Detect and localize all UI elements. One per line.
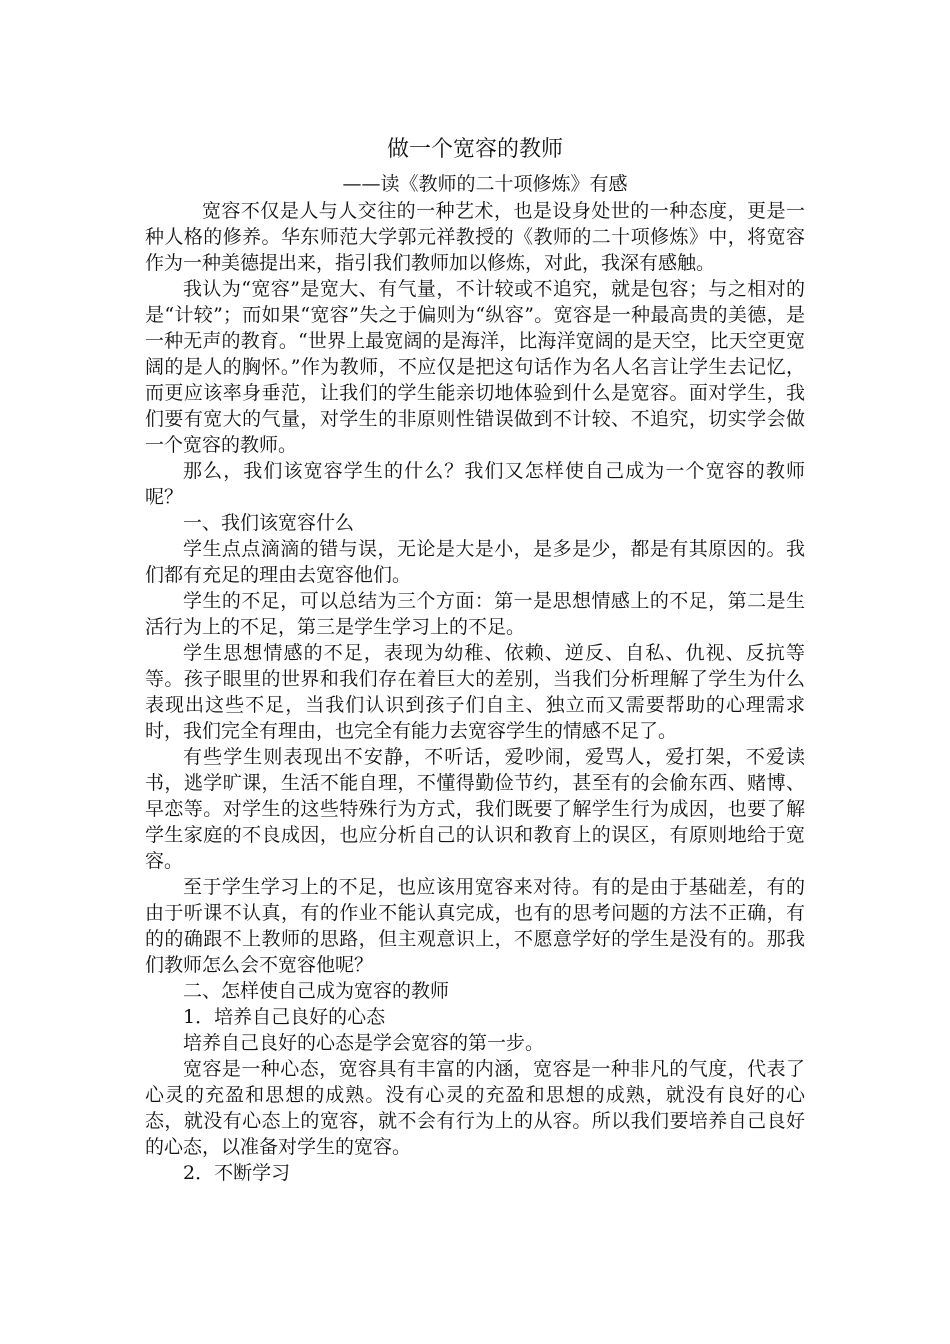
paragraph: 宽容是一种心态，宽容具有丰富的内涵，宽容是一种非凡的气度，代表了心灵的充盈和思想的成熟。没有心灵的充盈和思想的成熟，就没有良好的心态，就没有心态上的宽容，就不会有行为上的从容。所以我们要培养自己良好的心态，以准备对学生的宽容。 [145,1058,805,1158]
paragraph: 培养自己良好的心态是学会宽容的第一步。 [183,1032,545,1054]
paragraph-question: 那么，我们该宽容学生的什么？我们又怎样使自己成为一个宽容的教师呢？ [145,460,805,508]
paragraph: 学生思想情感的不足，表现为幼稚、依赖、逆反、自私、仇视、反抗等等。孩子眼里的世界和我们存在着巨大的差别，当我们分析理解了学生为什么表现出这些不足，当我们认识到孩子们自主、独立而又需要帮助的心理需求时，我们完全有理由，也完全有能力去宽容学生的情感不足了。 [145,642,805,742]
document-title: 做一个宽容的教师 [386,137,563,162]
document-body [145,130,805,1186]
subsection-heading-1: 1．培养自己良好的心态 [183,1006,386,1028]
paragraph: 至于学生学习上的不足，也应该用宽容来对待。有的是由于基础差，有的由于听课不认真，有的作业不能认真完成，也有的思考问题的方法不正确，有的的确跟不上教师的思路，但主观意识上，不愿意学好的学生是没有的。那我们教师怎么会不宽容他呢？ [145,876,805,976]
paragraph-intro: 宽容不仅是人与人交往的一种艺术，也是设身处世的一种态度，更是一种人格的修养。华东师范大学郭元祥教授的《教师的二十项修炼》中，将宽容作为一种美德提出来，指引我们教师加以修炼，对此，我深有感触。 [145,200,805,274]
document-subtitle: ——读《教师的二十项修炼》有感 [342,173,628,195]
subsection-heading-2: 2．不断学习 [183,1162,291,1184]
paragraph: 有些学生则表现出不安静，不听话，爱吵闹，爱骂人，爱打架，不爱读书，逃学旷课，生活不能自理，不懂得勤俭节约，甚至有的会偷东西、赌博、早恋等。对学生的这些特殊行为方式，我们既要了解学生行为成因，也要了解学生家庭的不良成因，也应分析自己的认识和教育上的误区，有原则地给于宽容。 [145,746,805,872]
paragraph: 学生的不足，可以总结为三个方面：第一是思想情感上的不足，第二是生活行为上的不足，第三是学生学习上的不足。 [145,590,805,638]
section-heading-2: 二、怎样使自己成为宽容的教师 [183,980,450,1002]
paragraph: 学生点点滴滴的错与误，无论是大是小，是多是少，都是有其原因的。我们都有充足的理由去宽容他们。 [145,538,805,586]
section-heading-1: 一、我们该宽容什么 [183,512,355,534]
paragraph-definition: 我认为“宽容”是宽大、有气量，不计较或不追究，就是包容；与之相对的是“计较”；而如果“宽容”失之于偏则为“纵容”。宽容是一种最高贵的美德，是一种无声的教育。“世界上最宽阔的是海洋，比海洋宽阔的是天空，比天空更宽阔的是人的胸怀。”作为教师，不应仅是把这句话作为名人名言让学生去记忆，而更应该率身垂范，让我们的学生能亲切地体验到什么是宽容。面对学生，我们要有宽大的气量，对学生的非原则性错误做到不计较、不追究，切实学会做一个宽容的教师。 [145,278,805,456]
